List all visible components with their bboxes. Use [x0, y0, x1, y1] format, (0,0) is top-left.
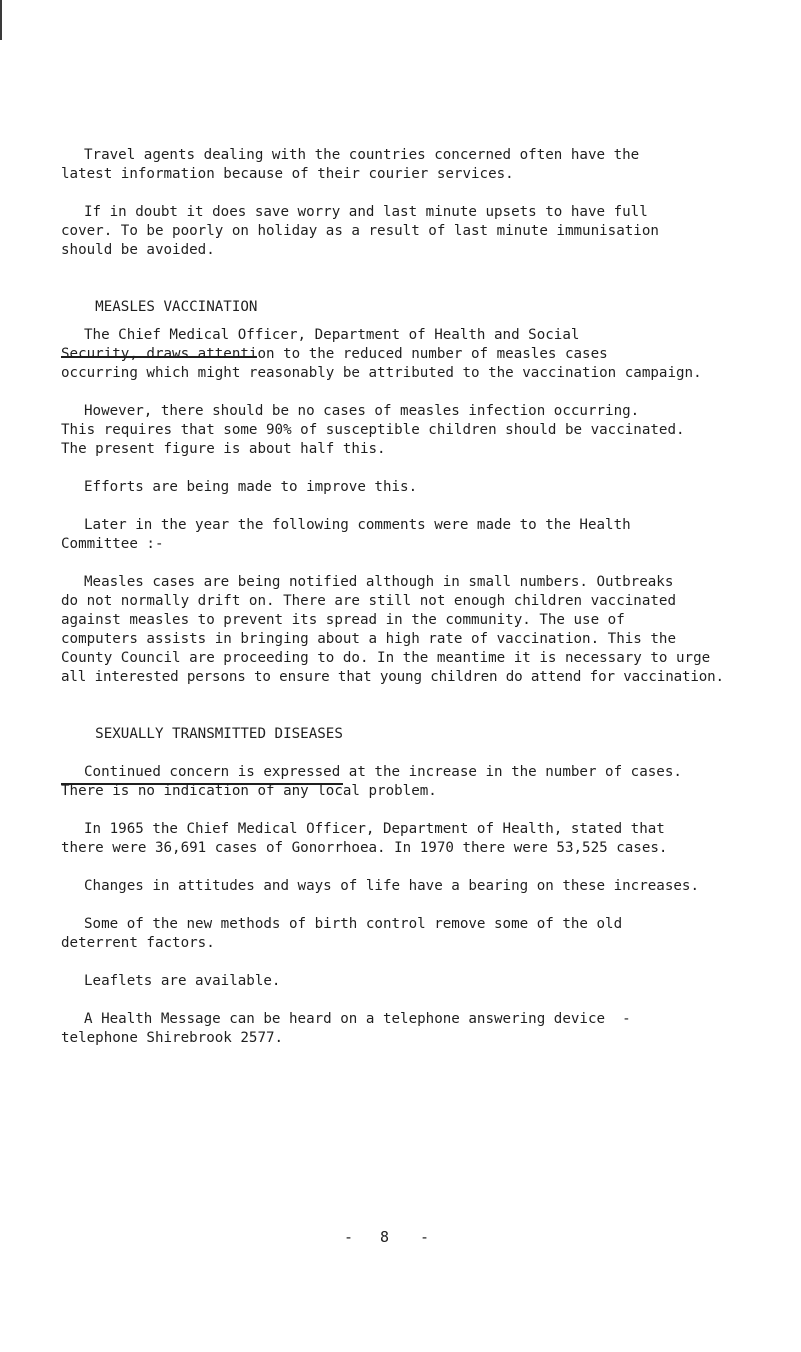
paragraph-later-in-year: [61, 516, 786, 554]
text-line: There is no indication of any local problem.: [61, 783, 437, 799]
paragraph-efforts: [61, 478, 786, 497]
text-line: The present figure is about half this.: [61, 441, 386, 457]
text-line: If in doubt it does save worry and last minute upsets to have full: [84, 204, 648, 220]
text-line: Committee :-: [61, 536, 164, 552]
page-number-dash-left: -: [344, 1228, 354, 1246]
text-line: deterrent factors.: [61, 935, 215, 951]
text-line: against measles to prevent its spread in the community. The use of: [61, 612, 625, 628]
text-line: Travel agents dealing with the countries concerned often have the: [84, 147, 640, 163]
heading-text: MEASLES VACCINATION: [95, 299, 258, 315]
scan-edge-line: [0, 0, 2, 40]
text-line: Changes in attitudes and ways of life have a bearing on these increases.: [84, 878, 699, 894]
text-line: latest information because of their courier services.: [61, 166, 514, 182]
paragraph-birth-control: [61, 915, 786, 953]
text-line: In 1965 the Chief Medical Officer, Department of Health, stated that: [84, 821, 665, 837]
text-line: This requires that some 90% of susceptible children should be vaccinated.: [61, 422, 685, 438]
paragraph-no-cases: [61, 402, 786, 459]
text-line: Some of the new methods of birth control remove some of the old: [84, 916, 623, 932]
text-line: all interested persons to ensure that young children do attend for vaccination.: [61, 669, 724, 685]
paragraph-attitudes: [61, 877, 786, 896]
text-line: Measles cases are being notified although in small numbers. Outbreaks: [84, 574, 674, 590]
text-line: do not normally drift on. There are still not enough children vaccinated: [61, 593, 676, 609]
text-line: Continued concern is expressed at the increase in the number of cases.: [84, 764, 682, 780]
paragraph-measles-notified: [61, 573, 786, 687]
text-line: Efforts are being made to improve this.: [84, 479, 418, 495]
text-line: computers assists in bringing about a high rate of vaccination. This the: [61, 631, 676, 647]
paragraph-chief-medical-officer: [61, 326, 786, 383]
paragraph-travel-agents: [61, 146, 786, 184]
paragraph-continued-concern: [61, 763, 786, 801]
text-line: Later in the year the following comments were made to the Health: [84, 517, 631, 533]
paragraph-health-message: [61, 1010, 786, 1048]
page-number: 8: [380, 1228, 390, 1246]
text-line: there were 36,691 cases of Gonorrhoea. In 1970 there were 53,525 cases.: [61, 840, 668, 856]
text-line: County Council are proceeding to do. In the meantime it is necessary to urge: [61, 650, 711, 666]
paragraph-leaflets: [61, 972, 786, 991]
text-line: Leaflets are available.: [84, 973, 281, 989]
heading-text: SEXUALLY TRANSMITTED DISEASES: [95, 726, 343, 742]
text-line: telephone Shirebrook 2577.: [61, 1030, 284, 1046]
text-line: The Chief Medical Officer, Department of Health and Social: [84, 327, 580, 343]
paragraph-cover: [61, 203, 786, 260]
text-line: cover. To be poorly on holiday as a result of last minute immunisation: [61, 223, 659, 239]
text-line: should be avoided.: [61, 242, 215, 258]
text-line: However, there should be no cases of measles infection occurring.: [84, 403, 640, 419]
paragraph-gonorrhoea-statistics: [61, 820, 786, 858]
page-number-dash-right: -: [420, 1228, 430, 1246]
text-line: Security, draws attention to the reduced number of measles cases: [61, 346, 608, 362]
text-line: occurring which might reasonably be attributed to the vaccination campaign.: [61, 365, 702, 381]
text-line: A Health Message can be heard on a telephone answering device -: [84, 1011, 631, 1027]
